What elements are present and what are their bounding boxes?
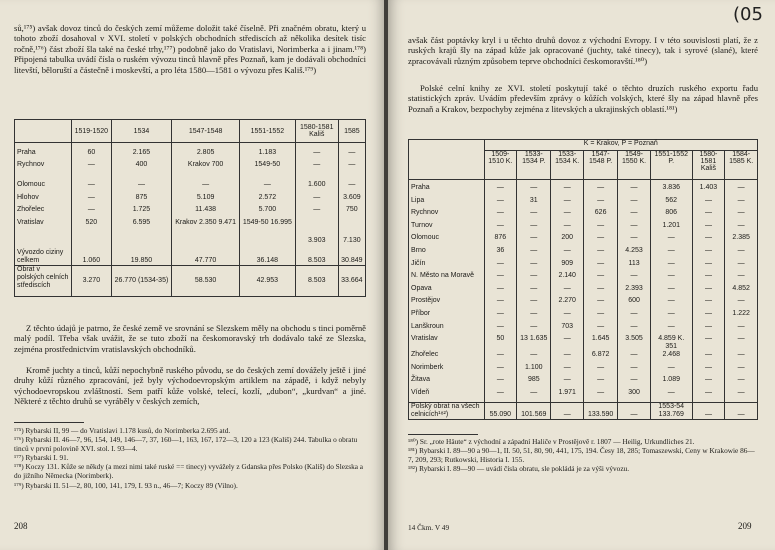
left-table bbox=[14, 119, 366, 297]
cell: — bbox=[517, 285, 551, 298]
cell: — bbox=[551, 180, 584, 197]
cell: — bbox=[584, 364, 618, 377]
cell: — bbox=[618, 402, 651, 419]
left-table-header-3: 1547-1548 bbox=[172, 120, 240, 143]
cell: Norimberk bbox=[409, 364, 485, 377]
cell: — bbox=[484, 260, 517, 273]
cell: Obrat v polských celních střediscích bbox=[15, 265, 72, 296]
right-table-header-1: 1509-1510 K. bbox=[484, 151, 517, 180]
cell: — bbox=[484, 310, 517, 323]
cell: 750 bbox=[338, 206, 365, 218]
cell: 2.165 bbox=[111, 143, 172, 162]
cell: 4.859 K. 351 bbox=[650, 335, 692, 351]
cell: — bbox=[725, 222, 758, 235]
cell: — bbox=[551, 197, 584, 210]
cell: — bbox=[484, 297, 517, 310]
left-footnote-rule bbox=[14, 422, 84, 423]
cell: 58.530 bbox=[172, 265, 240, 296]
cell: 19.850 bbox=[111, 245, 172, 266]
right-table bbox=[408, 139, 758, 420]
cell: — bbox=[295, 206, 338, 218]
cell: — bbox=[692, 310, 725, 323]
left-page bbox=[0, 0, 385, 550]
cell: — bbox=[725, 297, 758, 310]
cell: — bbox=[692, 335, 725, 351]
cell: 1549-50 bbox=[240, 161, 296, 181]
cell: — bbox=[517, 297, 551, 310]
right-paragraph-second-text: Polské celní knihy ze XVI. století poskytují také o těchto druzích ruského exportu řadu statistických zpráv. Uvádím především zprávy o kůžích volských, které šly na západ hlavně přes Poznaň a Krakov, bezpochyby zejména z litevských a ukrajinských oblastí.¹⁸¹) bbox=[408, 83, 758, 114]
cell: — bbox=[650, 323, 692, 336]
cell: — bbox=[484, 180, 517, 197]
cell: — bbox=[72, 181, 112, 193]
cell: 4.253 bbox=[618, 247, 651, 260]
right-table-header-0 bbox=[409, 151, 485, 180]
cell: 6.872 bbox=[584, 351, 618, 364]
cell: 1549-50 16.995 bbox=[240, 219, 296, 245]
footnote: ¹⁸¹) Rybarski I. 89—90 a 90—1, II. 50, 51, 80, 90, 441, 175, 194. Česy 18, 285; Tomaszewski, Ceny w Krakowie 86—7, 209, 293; Rutkowski, Historia I. 155. bbox=[408, 446, 755, 465]
cell: 1.060 bbox=[72, 245, 112, 266]
cell: — bbox=[618, 234, 651, 247]
cell: Příbor bbox=[409, 310, 485, 323]
cell: Zhořelec bbox=[15, 206, 72, 218]
cell: 1.183 bbox=[240, 143, 296, 162]
cell: — bbox=[725, 197, 758, 210]
cell: 8.503 bbox=[295, 245, 338, 266]
right-table-legend: K = Krakov, P = Poznaň bbox=[484, 140, 757, 151]
cell: 876 bbox=[484, 234, 517, 247]
cell: Vratislav bbox=[409, 335, 485, 351]
footnote: ¹⁷⁹) Rybarski II. 51—2, 80, 100, 141, 179, I. 93 n., 46—7; Koczy 89 (Vilno). bbox=[14, 480, 238, 490]
cell: 133.590 bbox=[584, 402, 618, 419]
left-table-header-5: 1580-1581 Kališ bbox=[295, 120, 338, 143]
cell: 36.148 bbox=[240, 245, 296, 266]
cell: 31 bbox=[517, 197, 551, 210]
cell: — bbox=[692, 376, 725, 389]
table-row bbox=[409, 234, 758, 247]
right-page-bottom bbox=[388, 420, 775, 550]
cell: — bbox=[517, 247, 551, 260]
cell: — bbox=[618, 222, 651, 235]
cell: 1.201 bbox=[650, 222, 692, 235]
cell: Opava bbox=[409, 285, 485, 298]
cell: 806 bbox=[650, 209, 692, 222]
right-table-header-3: 1533-1534 K. bbox=[551, 151, 584, 180]
cell: — bbox=[692, 209, 725, 222]
cell: Olomouc bbox=[15, 181, 72, 193]
cell: 50 bbox=[484, 335, 517, 351]
cell: Jičín bbox=[409, 260, 485, 273]
table-row bbox=[409, 222, 758, 235]
cell: — bbox=[72, 161, 112, 181]
cell: — bbox=[551, 222, 584, 235]
cell: 3.609 bbox=[338, 194, 365, 206]
cell: 1.403 bbox=[692, 180, 725, 197]
cell: — bbox=[618, 364, 651, 377]
cell: — bbox=[484, 209, 517, 222]
table-row bbox=[409, 209, 758, 222]
cell: 2.140 bbox=[551, 272, 584, 285]
right-footnote-rule bbox=[408, 434, 478, 435]
cell: 875 bbox=[111, 194, 172, 206]
table-row bbox=[409, 351, 758, 364]
cell: 113 bbox=[618, 260, 651, 273]
cell: — bbox=[484, 364, 517, 377]
cell: 26.770 (1534-35) bbox=[111, 265, 172, 296]
cell: — bbox=[295, 161, 338, 181]
cell: — bbox=[725, 335, 758, 351]
cell: — bbox=[692, 285, 725, 298]
cell: Praha bbox=[409, 180, 485, 197]
cell: — bbox=[72, 194, 112, 206]
cell: N. Město na Moravě bbox=[409, 272, 485, 285]
cell: — bbox=[484, 272, 517, 285]
cell: 1.089 bbox=[650, 376, 692, 389]
cell: — bbox=[692, 389, 725, 402]
cell: — bbox=[692, 197, 725, 210]
cell: — bbox=[551, 310, 584, 323]
table-row bbox=[409, 247, 758, 260]
cell: 1553-54 133.769 bbox=[650, 402, 692, 419]
cell: 3.903 bbox=[295, 219, 338, 245]
right-paragraph-second bbox=[408, 83, 758, 114]
left-paragraph-mid bbox=[14, 323, 366, 354]
cell: — bbox=[295, 143, 338, 162]
cell: Žitava bbox=[409, 376, 485, 389]
table-row bbox=[409, 376, 758, 389]
cell: — bbox=[692, 351, 725, 364]
table-row bbox=[409, 180, 758, 197]
cell: — bbox=[725, 260, 758, 273]
cell: 3.270 bbox=[72, 265, 112, 296]
left-paragraph-top-text: sů,¹⁷⁵) avšak dovoz tinců do českých zemí můžeme doložit také číselně. Při značném obratu, který u tohoto zboží dosahoval v XVI. století v polských obchodních střediscích až několika desítek tisíc ročně,¹⁷⁶) část zboží šla také na české trhy,¹⁷⁷) podobně jako do Vratislavi, Norimberka a i jinam.¹⁷⁸) Připojená tabulka uvádí čísla o ruském vývozu tinců hlavně přes Poznaň, kam je dodávali obchodníci litevští, běloruští a částečně i moskevští, a pro léta 1580—1581 o vývozu přes Kališ.¹⁷⁹) bbox=[14, 23, 366, 75]
cell: 626 bbox=[584, 209, 618, 222]
cell: Krakov 700 bbox=[172, 161, 240, 181]
right-signature: 14 Čkm. V 49 bbox=[408, 523, 450, 532]
cell: 11.438 bbox=[172, 206, 240, 218]
right-table-legend-spacer bbox=[409, 140, 485, 151]
cell: — bbox=[338, 181, 365, 193]
cell: — bbox=[551, 247, 584, 260]
left-paragraph-mid-text: Z těchto údajů je patrno, že české země ve srovnání se Slezskem měly na obchodu s tinci poměrně malý podíl. Třeba však uvážit, že se tuto zboží na českomoravský trh dodávalo také ze Slezska, zejména prostřednictvím vratislavských obchodníků. bbox=[14, 323, 366, 354]
table-row bbox=[15, 219, 366, 245]
cell: — bbox=[584, 247, 618, 260]
cell: — bbox=[551, 376, 584, 389]
cell: Praha bbox=[15, 143, 72, 162]
cell: — bbox=[584, 297, 618, 310]
left-table-header-6: 1585 bbox=[338, 120, 365, 143]
cell: 2.572 bbox=[240, 194, 296, 206]
cell: 47.770 bbox=[172, 245, 240, 266]
cell: — bbox=[725, 351, 758, 364]
cell: — bbox=[484, 351, 517, 364]
cell: 909 bbox=[551, 260, 584, 273]
cell: 562 bbox=[650, 197, 692, 210]
cell: 1.222 bbox=[725, 310, 758, 323]
cell: — bbox=[72, 206, 112, 218]
cell: — bbox=[584, 234, 618, 247]
cell: — bbox=[618, 197, 651, 210]
cell: 55.090 bbox=[484, 402, 517, 419]
cell: Vídeň bbox=[409, 389, 485, 402]
cell: 300 bbox=[618, 389, 651, 402]
cell: — bbox=[517, 260, 551, 273]
right-table-header-7: 1580-1581 Kališ bbox=[692, 151, 725, 180]
cell: — bbox=[692, 260, 725, 273]
cell: Hlohov bbox=[15, 194, 72, 206]
left-paragraph-bottom bbox=[14, 365, 366, 407]
cell: 30.849 bbox=[338, 245, 365, 266]
cell: — bbox=[295, 194, 338, 206]
table-row bbox=[15, 245, 366, 266]
cell: — bbox=[725, 247, 758, 260]
cell: — bbox=[517, 351, 551, 364]
cell: — bbox=[584, 323, 618, 336]
cell: Krakov 2.350 9.471 bbox=[172, 219, 240, 245]
cell: 1.100 bbox=[517, 364, 551, 377]
cell: 600 bbox=[618, 297, 651, 310]
cell: — bbox=[618, 272, 651, 285]
cell: 200 bbox=[551, 234, 584, 247]
cell: — bbox=[584, 376, 618, 389]
cell: Lipa bbox=[409, 197, 485, 210]
cell: — bbox=[618, 376, 651, 389]
cell: — bbox=[650, 285, 692, 298]
cell: — bbox=[725, 376, 758, 389]
cell: 1.645 bbox=[584, 335, 618, 351]
cell: — bbox=[584, 389, 618, 402]
cell: Rychnov bbox=[15, 161, 72, 181]
cell: Brno bbox=[409, 247, 485, 260]
left-footnotes bbox=[14, 426, 366, 490]
cell: 5.109 bbox=[172, 194, 240, 206]
table-row bbox=[15, 265, 366, 296]
left-table-header-1: 1519-1520 bbox=[72, 120, 112, 143]
right-table-header-row bbox=[409, 151, 758, 180]
cell: — bbox=[551, 364, 584, 377]
cell: 2.805 bbox=[172, 143, 240, 162]
cell: — bbox=[517, 222, 551, 235]
cell: — bbox=[584, 260, 618, 273]
table-row bbox=[409, 323, 758, 336]
cell: — bbox=[517, 180, 551, 197]
cell: — bbox=[484, 323, 517, 336]
cell: 2.393 bbox=[618, 285, 651, 298]
cell: 400 bbox=[111, 161, 172, 181]
cell: Olomouc bbox=[409, 234, 485, 247]
cell: — bbox=[725, 364, 758, 377]
cell: — bbox=[725, 402, 758, 419]
cell: — bbox=[338, 143, 365, 162]
cell: — bbox=[517, 209, 551, 222]
footnote: ¹⁷⁵) Rybarski II, 99 — do Vratislavi 1.178 kusů, do Norimberka 2.695 atd. bbox=[14, 426, 231, 435]
table-row bbox=[409, 389, 758, 402]
cell: — bbox=[517, 310, 551, 323]
left-table-header-row bbox=[15, 120, 366, 143]
cell: Zhořelec bbox=[409, 351, 485, 364]
cell: — bbox=[692, 222, 725, 235]
cell: — bbox=[551, 402, 584, 419]
cell: — bbox=[584, 222, 618, 235]
cell: — bbox=[692, 402, 725, 419]
table-row bbox=[15, 194, 366, 206]
cell: 5.700 bbox=[240, 206, 296, 218]
cell: 520 bbox=[72, 219, 112, 245]
cell: 1.600 bbox=[295, 181, 338, 193]
cell: Polský obrat na všech celnicích¹⁸²) bbox=[409, 402, 485, 419]
footnote: ¹⁸²) Rybarski I. 89—90 — uvádí čísla obratu, sle pokládá je za výši vývozu. bbox=[408, 464, 630, 474]
right-paragraph-top bbox=[408, 35, 758, 66]
cell: — bbox=[692, 364, 725, 377]
cell: — bbox=[725, 209, 758, 222]
table-row bbox=[15, 181, 366, 193]
left-table-header-4: 1551-1552 bbox=[240, 120, 296, 143]
cell: — bbox=[484, 285, 517, 298]
cell: — bbox=[584, 285, 618, 298]
cell: — bbox=[650, 247, 692, 260]
cell: — bbox=[584, 180, 618, 197]
cell: — bbox=[551, 209, 584, 222]
cell: — bbox=[650, 234, 692, 247]
cell: 985 bbox=[517, 376, 551, 389]
cell: 2.385 bbox=[725, 234, 758, 247]
cell: Rychnov bbox=[409, 209, 485, 222]
cell: Turnov bbox=[409, 222, 485, 235]
table-row bbox=[409, 335, 758, 351]
left-table-header-2: 1534 bbox=[111, 120, 172, 143]
right-table-legend-row bbox=[409, 140, 758, 151]
left-table-header-0 bbox=[15, 120, 72, 143]
table-row bbox=[15, 161, 366, 181]
cell: 7.130 bbox=[338, 219, 365, 245]
cell: — bbox=[725, 180, 758, 197]
cell: — bbox=[618, 310, 651, 323]
cell: — bbox=[692, 297, 725, 310]
cell: — bbox=[692, 323, 725, 336]
cell: 8.503 bbox=[295, 265, 338, 296]
cell: 703 bbox=[551, 323, 584, 336]
handwritten-margin-mark: (05 bbox=[733, 4, 763, 25]
cell: Vývozdo ciziny celkem bbox=[15, 245, 72, 266]
table-row bbox=[409, 272, 758, 285]
cell: 1.971 bbox=[551, 389, 584, 402]
right-page-number: 209 bbox=[738, 521, 752, 531]
cell: — bbox=[650, 297, 692, 310]
cell: Vratislav bbox=[15, 219, 72, 245]
cell: 3.505 bbox=[618, 335, 651, 351]
right-table-header-4: 1547-1548 P. bbox=[584, 151, 618, 180]
table-row bbox=[409, 197, 758, 210]
cell: 2.468 bbox=[650, 351, 692, 364]
cell: — bbox=[692, 272, 725, 285]
cell: Prostějov bbox=[409, 297, 485, 310]
table-row bbox=[409, 402, 758, 419]
cell: — bbox=[517, 234, 551, 247]
cell: 1.725 bbox=[111, 206, 172, 218]
table-row bbox=[409, 260, 758, 273]
cell: — bbox=[650, 272, 692, 285]
table-row bbox=[15, 206, 366, 218]
cell: Lanškroun bbox=[409, 323, 485, 336]
cell: — bbox=[618, 323, 651, 336]
cell: — bbox=[551, 285, 584, 298]
footnote: ¹⁸⁰) Sr. „rote Häute“ z východní a západní Haliče v Prostějově r. 1807 — Heilig, Urkundliches 21. bbox=[408, 437, 695, 446]
right-table-header-2: 1533-1534 P. bbox=[517, 151, 551, 180]
table-row bbox=[409, 364, 758, 377]
cell: 4.852 bbox=[725, 285, 758, 298]
cell: — bbox=[650, 389, 692, 402]
cell: — bbox=[650, 310, 692, 323]
cell: — bbox=[484, 376, 517, 389]
cell: — bbox=[484, 222, 517, 235]
cell: — bbox=[517, 272, 551, 285]
table-row bbox=[409, 297, 758, 310]
cell: — bbox=[551, 335, 584, 351]
cell: 3.836 bbox=[650, 180, 692, 197]
cell: — bbox=[618, 209, 651, 222]
left-paragraph-top bbox=[14, 23, 366, 75]
footnote: ¹⁷⁶) Rybarski II. 46—7, 96, 154, 149, 146—7, 37, 160—1, 163, 167, 172—3, 120 a 123 (Kališ) 244. Tabulka o obratu tinců v první polovině XVI. stol. I. 93—4. bbox=[14, 435, 358, 454]
cell: — bbox=[584, 197, 618, 210]
table-row bbox=[15, 143, 366, 162]
cell: — bbox=[172, 181, 240, 193]
cell: — bbox=[618, 351, 651, 364]
cell: — bbox=[725, 389, 758, 402]
cell: — bbox=[650, 364, 692, 377]
right-table-header-5: 1549-1550 K. bbox=[618, 151, 651, 180]
cell: — bbox=[725, 323, 758, 336]
left-paragraph-bottom-text: Kromě juchty a tinců, kůží nepochybně ruského původu, se do českých zemí dovážely ještě i jiné druhy kůží různého zpracování, jež byly východoevropským artiklem na západě, i když nebyly východoevropskou zvláštností. Sem patří kůže volské, telecí, kozlí, „dubon“, „kurdvan“ a jiné. Některé z těchto druhů se vyráběly v českých zemích, bbox=[14, 365, 366, 407]
left-page-number: 208 bbox=[14, 521, 28, 531]
cell: 36 bbox=[484, 247, 517, 260]
cell: — bbox=[584, 310, 618, 323]
cell: — bbox=[725, 272, 758, 285]
cell: — bbox=[111, 181, 172, 193]
cell: — bbox=[484, 197, 517, 210]
cell: — bbox=[517, 389, 551, 402]
cell: — bbox=[692, 247, 725, 260]
cell: 42.953 bbox=[240, 265, 296, 296]
cell: — bbox=[650, 260, 692, 273]
cell: — bbox=[618, 180, 651, 197]
cell: 6.595 bbox=[111, 219, 172, 245]
cell: — bbox=[517, 323, 551, 336]
cell: 101.569 bbox=[517, 402, 551, 419]
cell: 60 bbox=[72, 143, 112, 162]
cell: — bbox=[240, 181, 296, 193]
cell: — bbox=[692, 234, 725, 247]
right-paragraph-top-text: avšak část poptávky kryl i u těchto druhů dovoz z východní Evropy. I v této souvislosti platí, že z ruských krajů šly na západ kůže jak opracované (juchty, také tinecy), tak i syrové (slané), které zpracovávali různým způsobem teprve obchodníci českomoravští.¹⁸⁰) bbox=[408, 35, 758, 66]
cell: 2.270 bbox=[551, 297, 584, 310]
cell: — bbox=[484, 389, 517, 402]
cell: — bbox=[551, 351, 584, 364]
cell: — bbox=[338, 161, 365, 181]
footnote: ¹⁷⁸) Koczy 131. Kůže se někdy (a mezi nimi také ruské == tinecy) vyvážely z Gdanska přes Polsko (Kališ) do Slezska a do jižního Německa (Norimberk). bbox=[14, 462, 364, 481]
right-table-header-8: 1584-1585 K. bbox=[725, 151, 758, 180]
right-table-header-6: 1551-1552 P. bbox=[650, 151, 692, 180]
cell: — bbox=[584, 272, 618, 285]
footnote: ¹⁷⁷) Rybarski I. 91. bbox=[14, 453, 69, 463]
table-row bbox=[409, 310, 758, 323]
right-table-body bbox=[409, 180, 758, 420]
cell: 13 1.635 bbox=[517, 335, 551, 351]
cell: 33.664 bbox=[338, 265, 365, 296]
right-footnotes bbox=[408, 437, 758, 473]
table-row bbox=[409, 285, 758, 298]
